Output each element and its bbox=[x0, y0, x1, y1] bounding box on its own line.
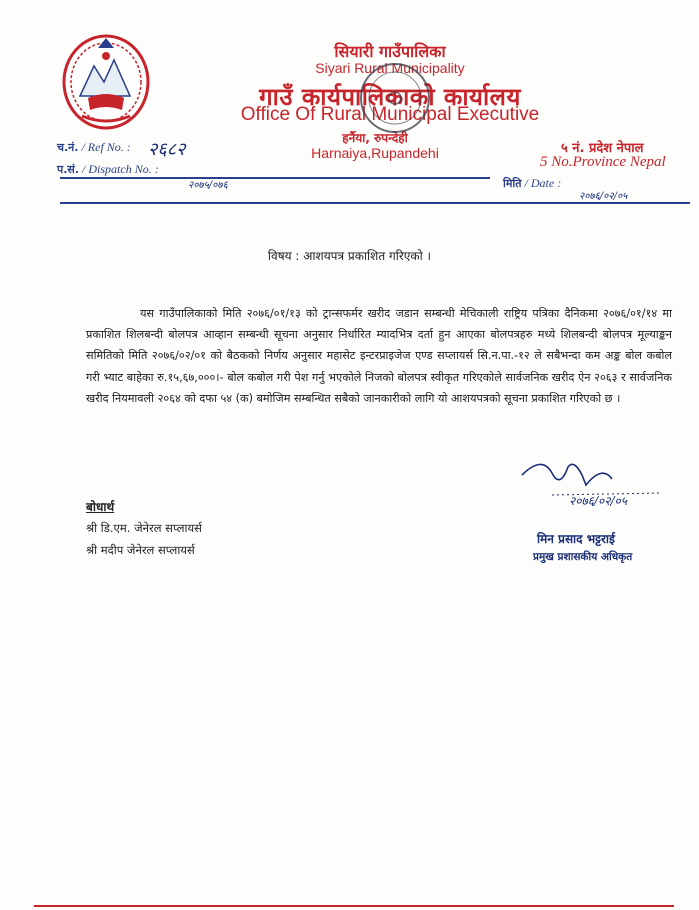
signatory-title: प्रमुख प्रशासकीय अधिकृत bbox=[533, 551, 633, 563]
notice-body: यस गाउँपालिकाको मिति २०७६/०१/१३ को ट्रान्सफर्मर खरीद जडान सम्बन्धी मेचिकाली राष्ट्रिय पत्रिका दैनिकमा २०७६/०१/१४ मा प्रकाशित शिलबन्दी बोलपत्र आव्हान सम्बन्धी सूचना अनुसार निर्धारित म्यादभित्र दर्ता हुन आएका बोलपत्रहरु मध्ये शिलबन्दी बोलपत्र मूल्याङ्कन समितिको मिति २०७६/०२/०१ को बैठकको निर्णय अनुसार महासेट इन्टरप्राइजेज एण्ड सप्लायर्स सि.न.पा.-१२ ले सबैभन्दा कम अङ्क बोल कबोल गरी भ्याट बाहेका रु.१५,६७,०००।- बोल कबोल गरी पेश गर्नु भएकोले निजको बोलपत्र स्वीकृत गरिएकोले सार्वजनिक खरीद ऐन २०६३ र सार्वजनिक खरीद नियमावली २०६४ को दफा ५४ (क) बमोजिम सम्बन्धित सबैको जानकारीको लागि यो आशयपत्रको सूचना प्रकाशित गरिएको छ । bbox=[86, 307, 672, 405]
office-name-np: गाउँ कार्यपालिकाको कार्यालय bbox=[259, 83, 521, 111]
cc-item: श्री मदीप जेनेरल सप्लायर्स bbox=[86, 543, 195, 557]
date-label: मिति / Date : bbox=[503, 176, 562, 190]
dispatch-number-label: प.सं. / Dispatch No. : bbox=[57, 162, 159, 176]
signature-icon bbox=[512, 455, 682, 525]
office-stamp-icon bbox=[355, 58, 435, 138]
signatory-name: मिन प्रसाद भट्टराई bbox=[537, 532, 615, 546]
date-value: २०७६/०२/०५ bbox=[579, 191, 628, 202]
signature-date: २०७६/०२/०५ bbox=[569, 494, 628, 508]
office-name-en: Office Of Rural Municipal Executive bbox=[240, 104, 540, 125]
footer-divider bbox=[34, 905, 674, 907]
dispatch-number-value: २०७५/०७६ bbox=[188, 180, 228, 191]
address-np: हर्नैया, रुपन्देही bbox=[342, 131, 408, 145]
municipality-name-np: सियारी गाउँपालिका bbox=[334, 42, 446, 61]
header-divider bbox=[60, 202, 690, 204]
province-en: 5 No.Province Nepal bbox=[540, 154, 666, 170]
nepal-emblem-icon bbox=[58, 28, 154, 132]
province-np: ५ नं. प्रदेश नेपाल bbox=[561, 141, 644, 156]
ref-number-value: २६८२ bbox=[148, 139, 186, 160]
header-divider bbox=[60, 177, 490, 179]
cc-item: श्री डि.एम. जेनेरल सप्लायर्स bbox=[86, 521, 202, 535]
municipality-name-en: Siyari Rural Municipality bbox=[315, 60, 465, 76]
ref-number-label: च.नं. / Ref No. : bbox=[57, 140, 131, 154]
subject-line: विषय : आशयपत्र प्रकाशित गरिएको । bbox=[267, 249, 432, 263]
cc-heading: बोधार्थ bbox=[86, 500, 115, 514]
address-en: Harnaiya,Rupandehi bbox=[311, 145, 439, 161]
